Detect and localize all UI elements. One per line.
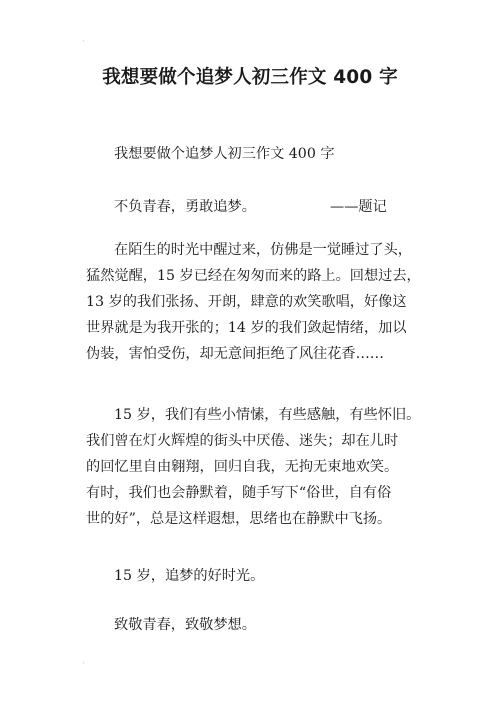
document-title: 我想要做个追梦人初三作文 400 字 xyxy=(102,67,398,88)
paragraph-line: 致敬青春，致敬梦想。 xyxy=(114,617,256,633)
epigraph-text: 不负青春，勇敢追梦。 xyxy=(114,199,256,215)
paragraph-line: 的回忆里自由翱翔，回归自我，无拘无束地欢笑。 xyxy=(86,459,399,475)
paragraph-line: 在陌生的时光中醒过来，仿佛是一觉睡过了头， xyxy=(114,242,412,258)
epigraph-sign-block xyxy=(330,194,410,220)
paragraph-line: 我们曾在灯火辉煌的街头中厌倦、迷失；却在儿时 xyxy=(86,433,399,449)
corner-mark-bottom: · xyxy=(82,659,85,669)
subtitle-text: 我想要做个追梦人初三作文 400 字 xyxy=(114,146,335,162)
paragraph-2 xyxy=(86,402,421,532)
paragraph-line: 13 岁的我们张扬、开朗，肆意的欢笑歌唱，好像这 xyxy=(86,294,407,310)
paragraph-line: 伪装，害怕受伤，却无意间拒绝了风往花香…… xyxy=(86,346,384,362)
paragraph-line: 猛然觉醒，15 岁已经在匆匆而来的路上。回想过去， xyxy=(86,268,421,284)
paragraph-line: 有时，我们也会静默着，随手写下“俗世，自有俗 xyxy=(86,485,392,501)
paragraph-line: 15 岁，追梦的好时光。 xyxy=(114,568,265,584)
paragraph-line: 世的好”，总是这样遐想，思绪也在静默中飞扬。 xyxy=(86,511,392,527)
paragraph-1 xyxy=(86,237,421,367)
epigraph-sign: ——题记 xyxy=(330,199,387,215)
document-subtitle xyxy=(86,141,444,167)
paragraph-4 xyxy=(86,612,444,638)
paragraph-line: 世界就是为我开张的；14 岁的我们敛起情绪，加以 xyxy=(86,320,407,336)
paragraph-line: 15 岁，我们有些小情愫，有些感触，有些怀旧。 xyxy=(114,407,421,423)
paragraph-3 xyxy=(86,563,444,589)
corner-mark-top: · xyxy=(82,37,85,47)
